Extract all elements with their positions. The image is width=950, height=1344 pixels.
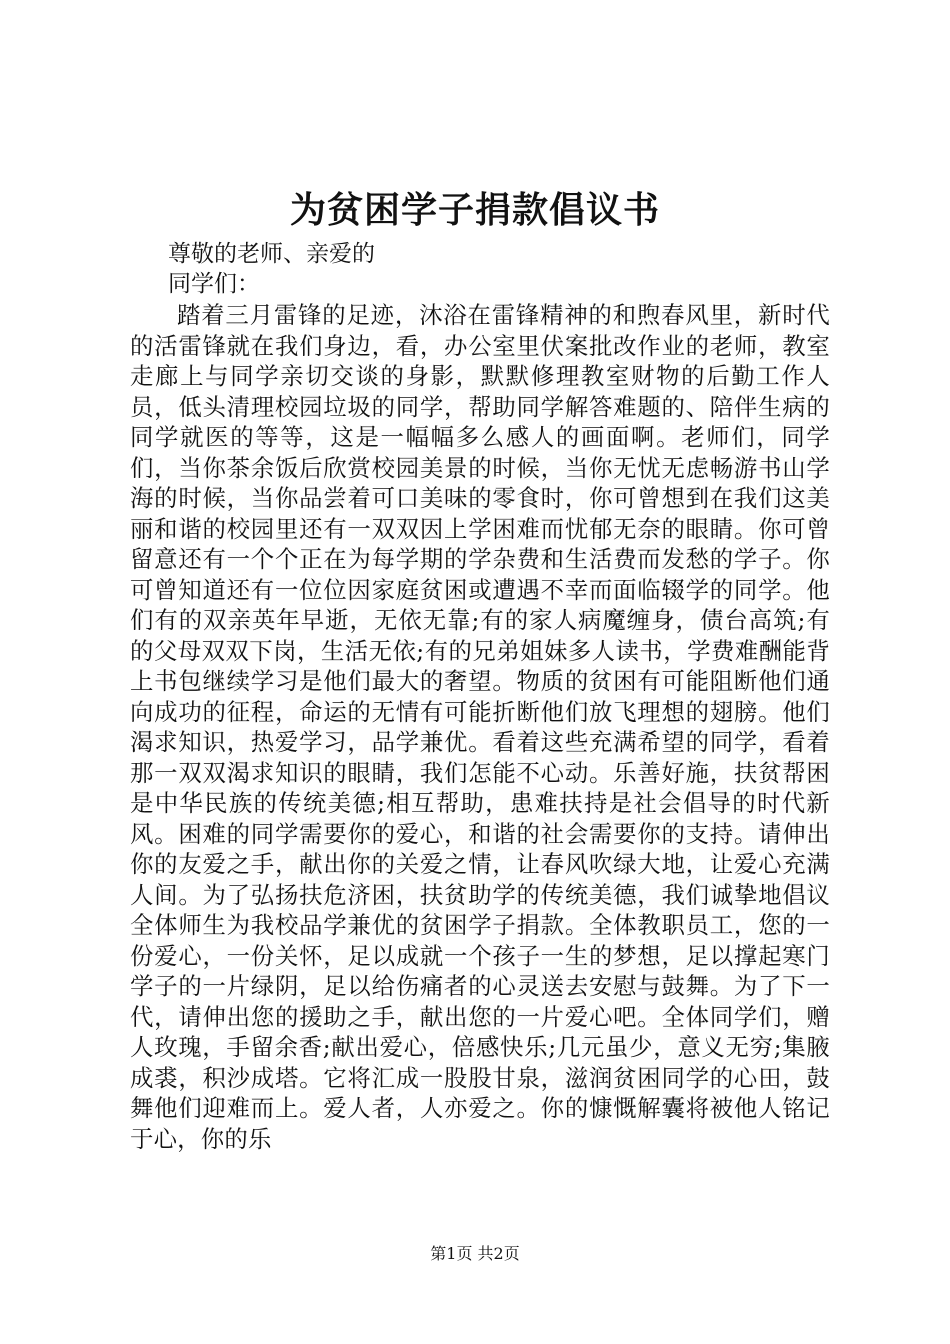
body-paragraph: 踏着三月雷锋的足迹，沐浴在雷锋精神的和煦春风里，新时代的活雷锋就在我们身边，看，办公室里伏案批改作业的老师，教室走廊上与同学亲切交谈的身影，默默修理教室财物的后勤工作人员，低头清理校园垃圾的同学，帮助同学解答难题的、陪伴生病的同学就医的等等，这是一幅幅多么感人的画面啊。老师们，同学们，当你茶余饭后欣赏校园美景的时候，当你无忧无虑畅游书山学海的时候，当你品尝着可口美味的零食时，你可曾想到在我们这美丽和谐的校园里还有一双双因上学困难而忧郁无奈的眼睛。你可曾留意还有一个个正在为每学期的学杂费和生活费而发愁的学子。你可曾知道还有一位位因家庭贫困或遭遇不幸而面临辍学的同学。他们有的双亲英年早逝，无依无靠;有的家人病魔缠身，债台高筑;有的父母双双下岗，生活无依;有的兄弟姐妹多人读书，学费难酬能背上书包继续学习是他们最大的奢望。物质的贫困有可能阻断他们通向成功的征程，命运的无情有可能折断他们放飞理想的翅膀。他们渴求知识，热爱学习，品学兼优。看着这些充满希望的同学，看着那一双双渴求知识的眼睛，我们怎能不心动。乐善好施，扶贫帮困是中华民族的传统美德;相互帮助，患难扶持是社会倡导的时代新风。困难的同学需要你的爱心，和谐的社会需要你的支持。请伸出你的友爱之手，献出你的关爱之情，让春风吹绿大地，让爱心充满人间。为了弘扬扶危济困，扶贫助学的传统美德，我们诚挚地倡议全体师生为我校品学兼优的贫困学子捐款。全体教职员工，您的一份爱心，一份关怀，足以成就一个孩子一生的梦想，足以撑起寒门学子的一片绿阴，足以给伤痛者的心灵送去安慰与鼓舞。为了下一代，请伸出您的援助之手，献出您的一片爱心吧。全体同学们，赠人玫瑰，手留余香;献出爱心，倍感快乐;几元虽少，意义无穷;集腋成裘，积沙成塔。它将汇成一股股甘泉，滋润贫困同学的心田，鼓舞他们迎难而上。爱人者，人亦爱之。你的慷慨解囊将被他人铭记于心，你的乐 xyxy=(130,301,830,1153)
page-footer: 第1页 共2页 xyxy=(430,1244,520,1263)
salutation-line-2: 同学们： xyxy=(168,271,260,297)
salutation-line-1: 尊敬的老师、亲爱的 xyxy=(168,241,375,267)
document-title: 为贫困学子捐款倡议书 xyxy=(289,189,660,231)
